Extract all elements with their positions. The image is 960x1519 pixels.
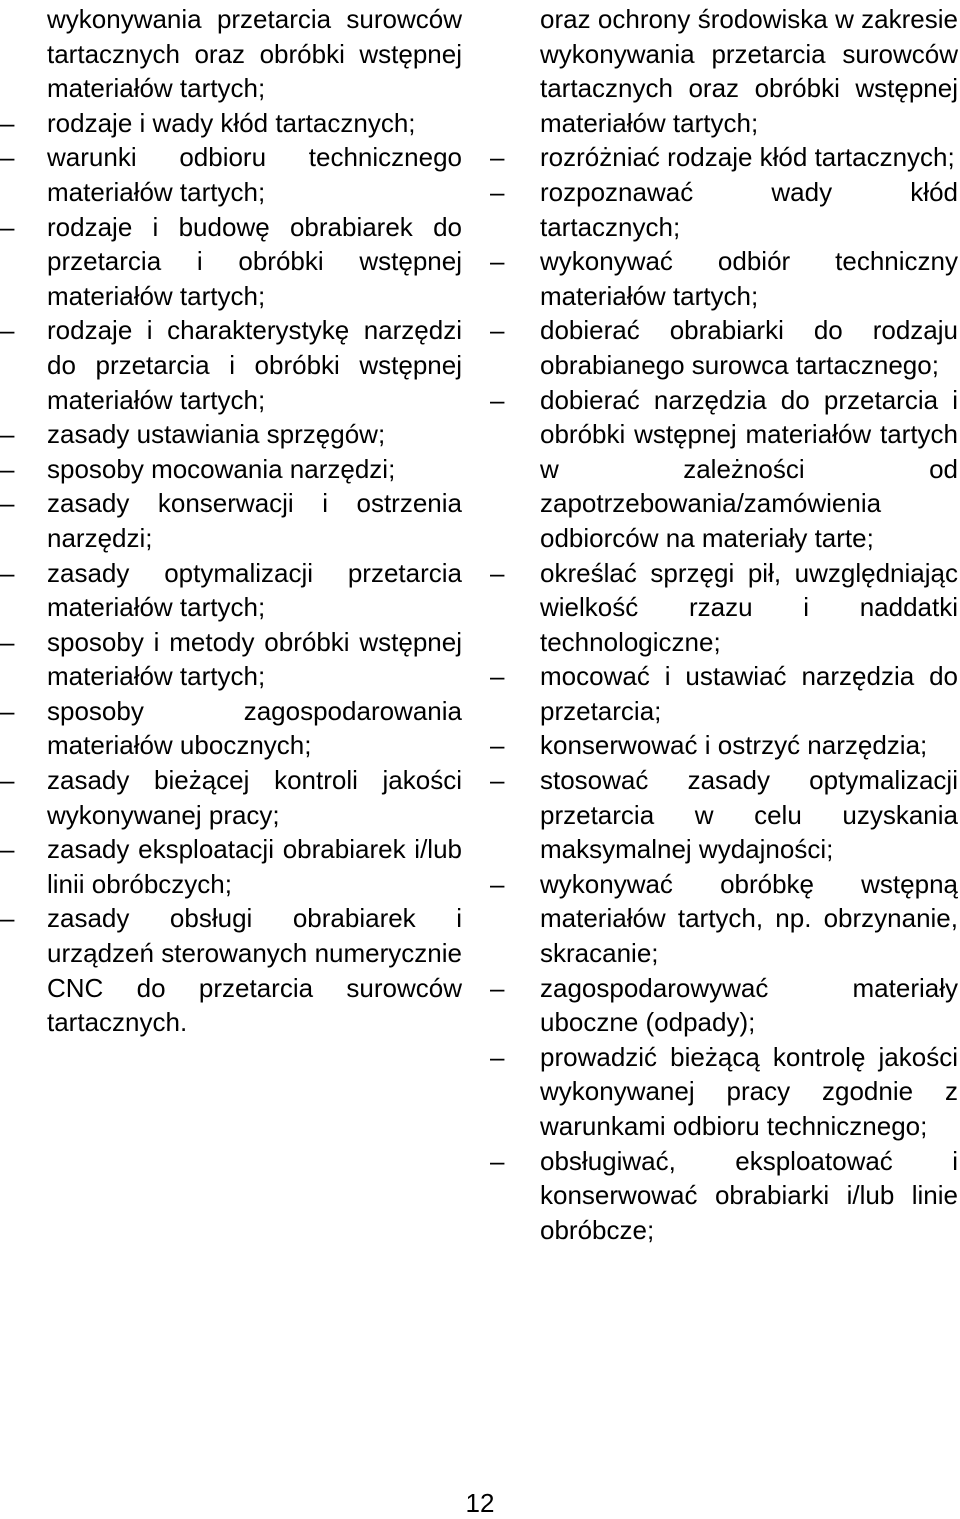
dash-bullet: – xyxy=(490,1041,505,1072)
list-item-text: obsługiwać, eksploatować i konserwować obrabiarki i/lub linie obróbcze; xyxy=(540,1145,958,1245)
list-item xyxy=(0,486,462,555)
list-item-text: rodzaje i budowę obrabiarek do przetarcia i obróbki wstępnej materiałów tartych; xyxy=(47,211,462,311)
list-item xyxy=(0,417,462,452)
dash-bullet: – xyxy=(0,557,15,588)
list-item xyxy=(0,694,462,763)
dash-bullet: – xyxy=(490,972,505,1003)
list-item-text: określać sprzęgi pił, uwzględniając wielkość rzazu i naddatki technologiczne; xyxy=(540,557,958,657)
dash-bullet: – xyxy=(0,142,15,173)
list-item-text: dobierać narzędzia do przetarcia i obróbki wstępnej materiałów tartych w zależności od zapotrzebowania/zamówienia odbiorców na materiały tarte; xyxy=(540,384,958,553)
list-item-text: stosować zasady optymalizacji przetarcia w celu uzyskania maksymalnej wydajności; xyxy=(540,765,958,865)
list-item xyxy=(0,901,462,1039)
list-item-text: prowadzić bieżącą kontrolę jakości wykonywanej pracy zgodnie z warunkami odbioru technicznego; xyxy=(540,1041,958,1141)
list-item xyxy=(0,556,462,625)
list-item xyxy=(490,867,958,971)
list-item-text: zagospodarowywać materiały uboczne (odpady); xyxy=(540,972,958,1038)
dash-bullet: – xyxy=(0,211,15,242)
dash-bullet: – xyxy=(490,730,505,761)
list-item-text: zasady eksploatacji obrabiarek i/lub linii obróbczych; xyxy=(47,834,462,899)
dash-bullet: – xyxy=(490,384,505,415)
dash-bullet: – xyxy=(0,695,15,726)
list-item-text: zasady konserwacji i ostrzenia narzędzi; xyxy=(47,488,462,553)
dash-bullet: – xyxy=(0,488,15,519)
list-item-text: mocować i ustawiać narzędzia do przetarcia; xyxy=(540,661,958,726)
dash-bullet: – xyxy=(490,176,505,207)
list-item xyxy=(490,175,958,244)
list-item-text: wykonywać obróbkę wstępną materiałów tartych, np. obrzynanie, skracanie; xyxy=(540,868,958,969)
list-item xyxy=(490,140,958,175)
list-item xyxy=(490,1144,958,1248)
list-item-text: zasady obsługi obrabiarek i urządzeń sterowanych numerycznie CNC do przetarcia surowców tartacznych. xyxy=(47,903,462,1038)
dash-bullet: – xyxy=(490,315,505,346)
dash-bullet: – xyxy=(0,765,15,796)
list-item-text: sposoby i metody obróbki wstępnej materiałów tartych; xyxy=(47,626,462,692)
list-item xyxy=(490,659,958,728)
list-item-text: rozpoznawać wady kłód tartacznych; xyxy=(540,176,958,242)
list-item xyxy=(0,313,462,417)
list-item xyxy=(0,140,462,209)
list-item xyxy=(490,556,958,660)
dash-bullet: – xyxy=(0,107,15,138)
dash-bullet: – xyxy=(490,557,505,588)
dash-bullet: – xyxy=(0,903,15,934)
list-item-text: rodzaje i wady kłód tartacznych; xyxy=(47,107,416,138)
list-item xyxy=(0,763,462,832)
dash-bullet: – xyxy=(0,453,15,484)
left-column xyxy=(0,2,462,1040)
dash-bullet: – xyxy=(490,661,505,692)
list-item xyxy=(490,971,958,1040)
dash-bullet: – xyxy=(0,834,15,865)
list-item xyxy=(0,452,462,487)
list-item-text: zasady optymalizacji przetarcia materiałów tartych; xyxy=(47,557,462,623)
list-item-text: wykonywać odbiór techniczny materiałów tartych; xyxy=(540,246,958,311)
list-item xyxy=(490,383,958,556)
dash-bullet: – xyxy=(0,315,15,346)
list-item-text: sposoby zagospodarowania materiałów ubocznych; xyxy=(47,695,462,761)
dash-bullet: – xyxy=(0,626,15,657)
dash-bullet: – xyxy=(490,868,505,899)
list-item-text: rozróżniać rodzaje kłód tartacznych; xyxy=(540,142,955,173)
list-item xyxy=(490,728,958,763)
list-item xyxy=(0,210,462,314)
right-lead-text: oraz ochrony środowiska w zakresie wykonywania przetarcia surowców tartacznych oraz obróbki wstępnej materiałów tartych; xyxy=(540,4,958,138)
list-item-text: sposoby mocowania narzędzi; xyxy=(47,453,396,484)
dash-bullet: – xyxy=(490,765,505,796)
list-item-text: rodzaje i charakterystykę narzędzi do przetarcia i obróbki wstępnej materiałów tartych; xyxy=(47,315,462,415)
right-item-list xyxy=(490,140,958,1247)
dash-bullet: – xyxy=(490,246,505,277)
list-item-text: warunki odbioru technicznego materiałów tartych; xyxy=(47,142,462,207)
left-lead-text: wykonywania przetarcia surowców tartacznych oraz obróbki wstępnej materiałów tartych; xyxy=(47,4,462,104)
list-item xyxy=(0,625,462,694)
left-item-list xyxy=(0,106,462,1040)
list-item xyxy=(490,763,958,867)
list-item xyxy=(0,832,462,901)
list-item xyxy=(490,1040,958,1144)
right-column xyxy=(490,2,958,1247)
list-item xyxy=(490,244,958,313)
page-number: 12 xyxy=(465,1488,495,1518)
dash-bullet: – xyxy=(0,419,15,450)
list-item-text: dobierać obrabiarki do rodzaju obrabianego surowca tartacznego; xyxy=(540,315,958,380)
list-item xyxy=(0,106,462,141)
list-item-text: zasady bieżącej kontroli jakości wykonywanej pracy; xyxy=(47,765,462,830)
dash-bullet: – xyxy=(490,142,505,173)
list-item xyxy=(490,313,958,382)
list-item-text: konserwować i ostrzyć narzędzia; xyxy=(540,730,928,761)
list-item-text: zasady ustawiania sprzęgów; xyxy=(47,419,386,450)
dash-bullet: – xyxy=(490,1145,505,1176)
